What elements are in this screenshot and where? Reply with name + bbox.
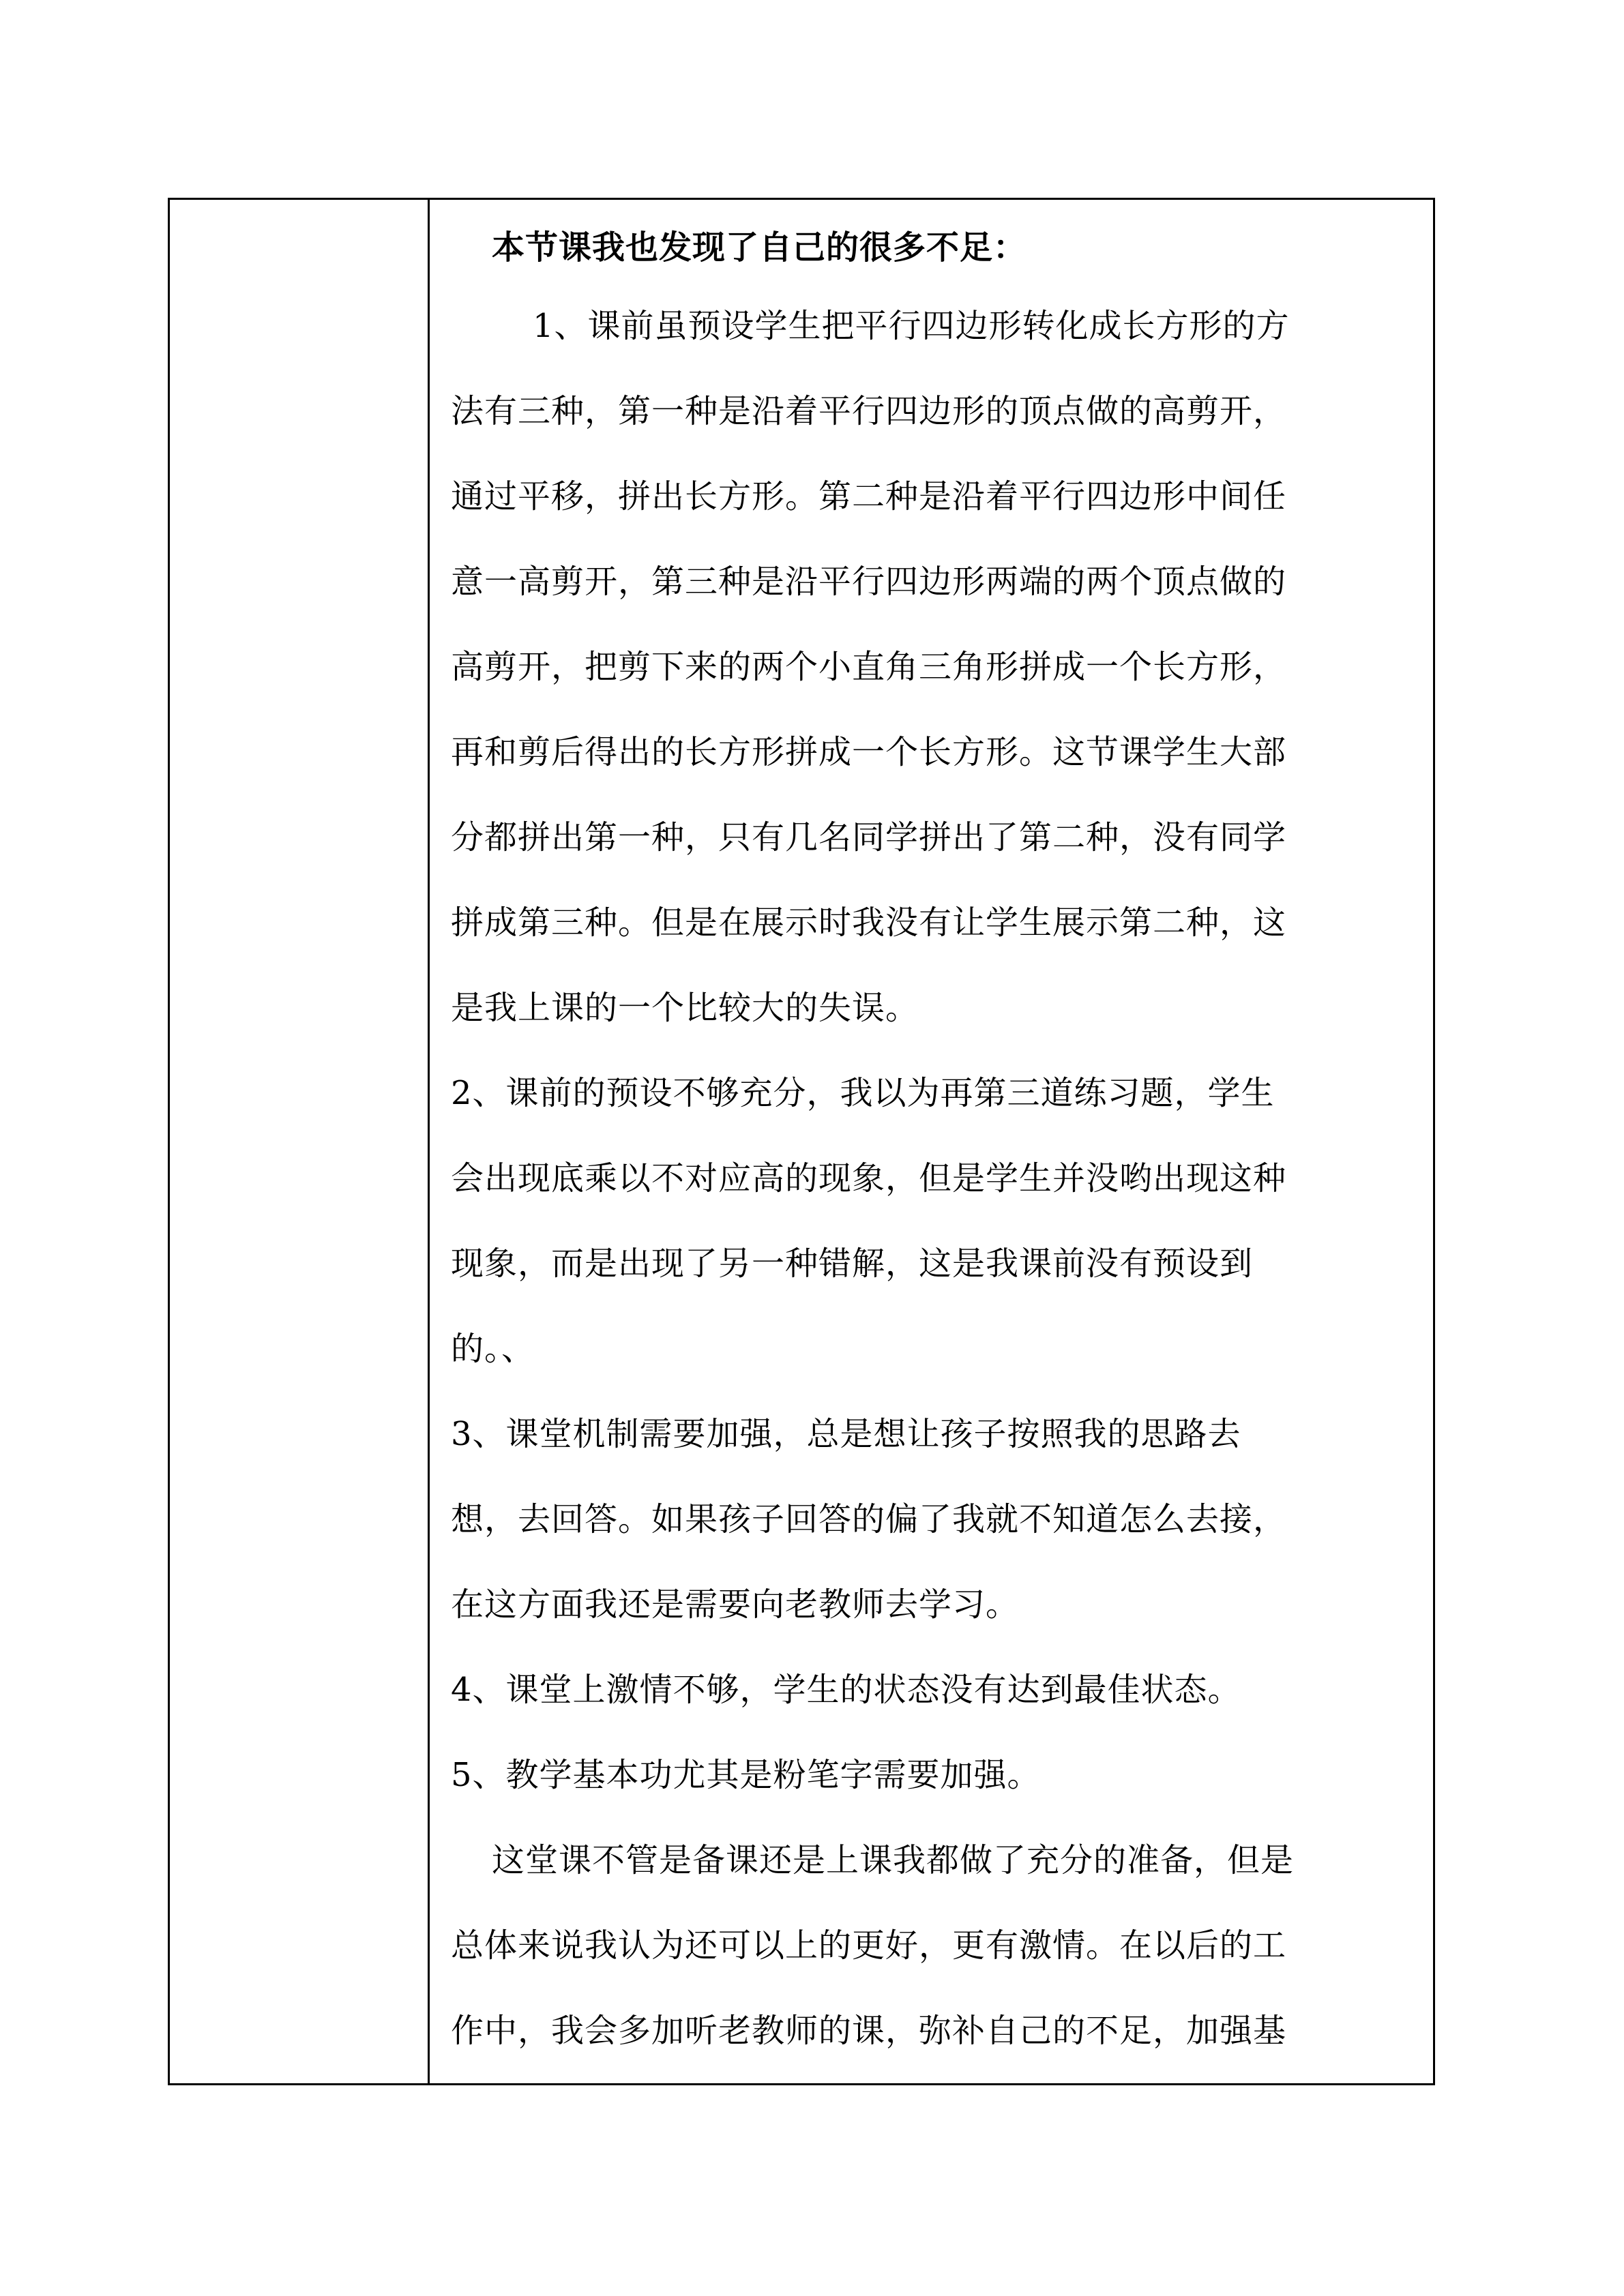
paragraph-line: 4、课堂上激情不够，学生的状态没有达到最佳状态。 xyxy=(451,1671,1241,1709)
paragraph-line: 高剪开，把剪下来的两个小直角三角形拼成一个长方形， xyxy=(451,648,1287,686)
reflection-table xyxy=(168,198,1435,2085)
paragraph-line: 想，去回答。如果孩子回答的偏了我就不知道怎么去接， xyxy=(451,1500,1287,1538)
paragraph-line: 1、课前虽预设学生把平行四边形转化成长方形的方 xyxy=(533,307,1290,345)
paragraph-line: 这堂课不管是备课还是上课我都做了充分的准备，但是 xyxy=(492,1841,1295,1879)
paragraph-line: 的。、 xyxy=(451,1330,535,1368)
paragraph-line: 在这方面我还是需要向老教师去学习。 xyxy=(451,1585,1020,1624)
paragraph-line: 再和剪后得出的长方形拼成一个长方形。这节课学生大部 xyxy=(451,733,1287,771)
content-cell xyxy=(432,200,1433,2083)
paragraph-line: 会出现底乘以不对应高的现象，但是学生并没哟出现这种 xyxy=(451,1159,1287,1197)
paragraph-line: 通过平移，拼出长方形。第二种是沿着平行四边形中间任 xyxy=(451,477,1287,516)
paragraph-line: 总体来说我认为还可以上的更好，更有激情。在以后的工 xyxy=(451,1926,1287,1965)
paragraph-line: 是我上课的一个比较大的失误。 xyxy=(451,989,919,1027)
paragraph-line: 拼成第三种。但是在展示时我没有让学生展示第二种，这 xyxy=(451,904,1287,942)
paragraph-line: 分都拼出第一种，只有几名同学拼出了第二种，没有同学 xyxy=(451,818,1287,856)
paragraph-line: 意一高剪开，第三种是沿平行四边形两端的两个顶点做的 xyxy=(451,563,1287,601)
paragraph-line: 法有三种，第一种是沿着平行四边形的顶点做的高剪开， xyxy=(451,392,1287,430)
paragraph-line: 3、课堂机制需要加强，总是想让孩子按照我的思路去 xyxy=(451,1415,1241,1453)
paragraph-line: 现象，而是出现了另一种错解，这是我课前没有预设到 xyxy=(451,1244,1254,1283)
section-heading: 本节课我也发现了自己的很多不足： xyxy=(492,228,1027,267)
paragraph-line: 5、教学基本功尤其是粉笔字需要加强。 xyxy=(451,1756,1041,1794)
paragraph-line: 2、课前的预设不够充分，我以为再第三道练习题，学生 xyxy=(451,1074,1275,1112)
paragraph-line: 作中，我会多加听老教师的课，弥补自己的不足，加强基 xyxy=(451,2012,1287,2050)
label-cell xyxy=(170,200,430,2083)
